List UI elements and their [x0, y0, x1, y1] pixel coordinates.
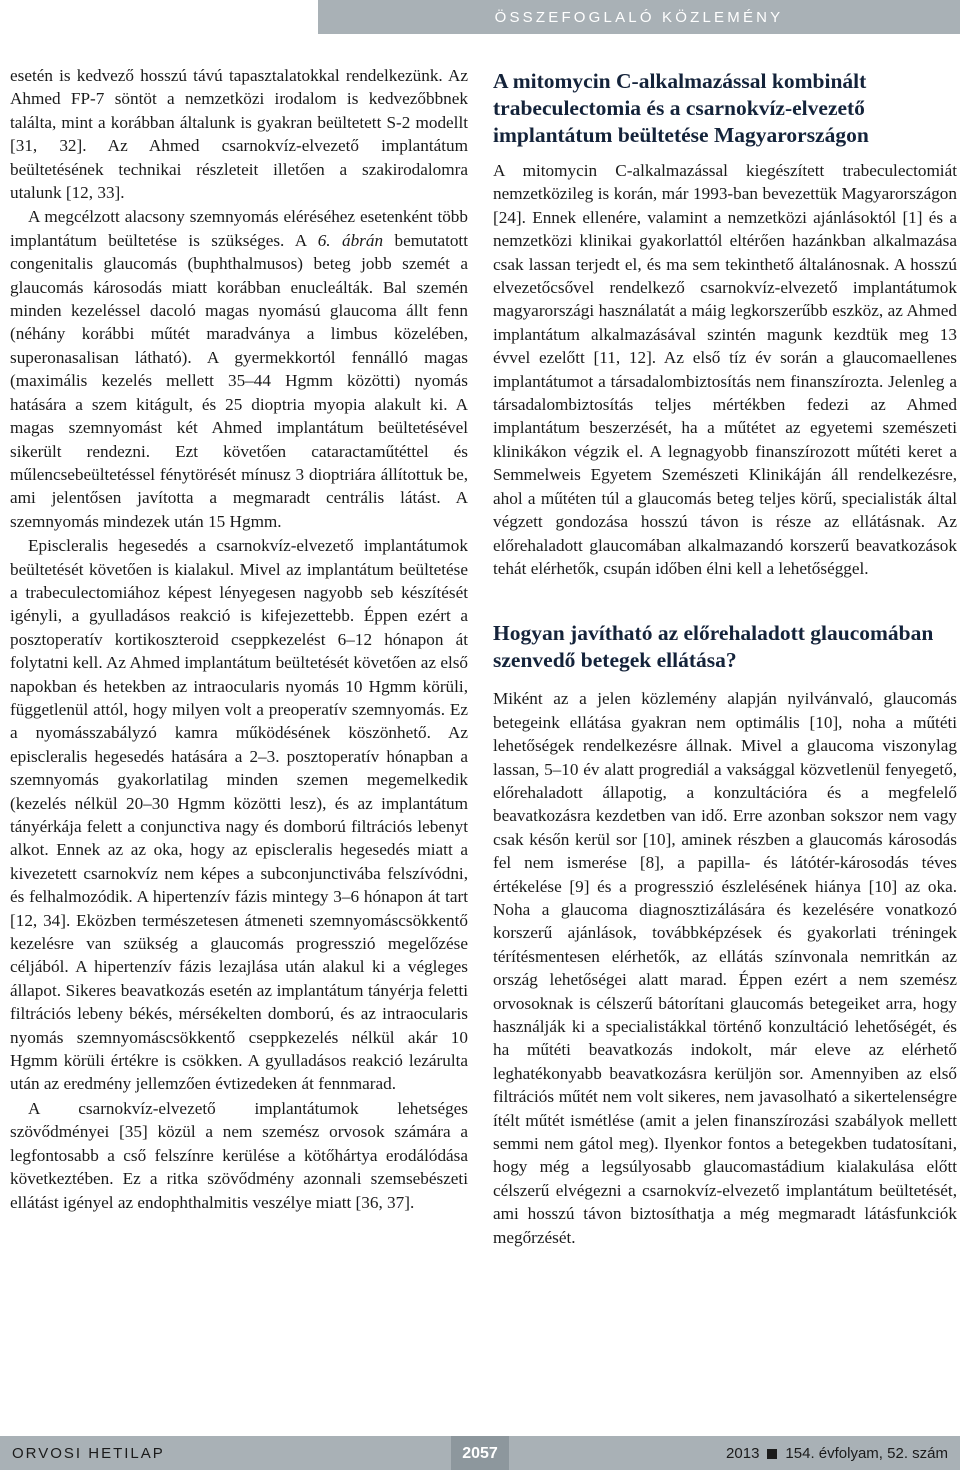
section-heading: Hogyan javítható az előrehaladott glaucomában szenvedő betegek ellátása?: [493, 621, 934, 673]
paragraph: Episcleralis hegesedés a csarnokvíz-elvezető implantátumok beültetését követően is kialakul. Mivel az implantátum beültetése a trabeculectomiához képest lényegesen nagyobb seb készítését igényli, a gyulladásos reakció is kifejezettebb. Éppen ezért a posztoperatív kortikoszteroid cseppkezelést 6–12 hónapon át folytatni kell. Az Ahmed implantátum beültetését követően az első napokban és hetekben az intraocularis nyomás 10 Hgmm körüli, függetlenül attól, hogy milyen volt a preoperatív szemnyomás. Ez a nyomásszabályzó kamra működésének köszönhető. Az episcleralis hegesedés hatására a 2–3. posztoperatív hónapban a szemnyomás gyakorlatilag minden szemen megemelkedik (kezelés nélkül 20–30 Hgmm közötti lesz), és az implantátum tányérkája felett a conjunctiva nagy és domború filtrációs lebenyt alkot. Ennek az az oka, hogy az episcleralis hegesedés miatt a kivezetett csarnokvíz nem képes a subconjunctivába felszívódni, és felhalmozódik. A hipertenzív fázis mintegy 3–6 hónapon át tart [12, 34]. Eközben természetesen átmeneti szemnyomáscsökkentő kezelésre van szükség a glaucomás progresszió megelőzése céljából. A hipertenzív fázis lezajlása után alakul ki a végleges állapot. Sikeres beavatkozás esetén az implantátum tányérja feletti filtrációs lebeny békés, mérsékelten domború, és az intraocularis nyomás szemnyomáscsökkentő cseppkezelés nélkül akár 10 Hgmm körüli értékre is csökken. A gyulladásos reakció lezárulta után az eredmény jellemzően évtizedeken át fennmarad.: [10, 536, 468, 1094]
paragraph: Miként az a jelen közlemény alapján nyilvánvaló, glaucomás betegeink ellátása gyakran nem optimális [10], noha a műtéti lehetőségek rendelkezésre állnak. Mivel a glaucoma viszonylag lassan, 5–10 év alatt progrediál a vaksággal közvetlenül fenyegető, előrehaladott állapotig, a konzultációra és a megfelelő beavatkozásra kezdetben van idő. Erre azonban sokszor nem vagy csak későn kerül sor [10], aminek részben a glaucomás károsodás fel nem ismerése [8], a papilla- és látótér-károsodás téves értékelése [9] és a progresszió észlelésének hiánya [10] az oka. Noha a glaucoma diagnosztizálására és kezelésére vonatkozó korszerű ajánlások, továbbképzések és gyakorlati tréningek térítésmentesen elérhetők, az ellátás színvonala nemritkán az ország lehetőségei alatt marad. Éppen ezért a nem szemész orvosoknak is célszerű bátorítani glaucomás betegeiket arra, hogy használják ki a specialistákkal történő konzultáció lehetőségét, és ha műtéti beavatkozás indokolt, már eleve az elérhető leghatékonyabb beavatkozásra kerüljön sor. Amennyiben az első filtrációs műtét nem volt sikeres, nem javasolható a sikertelenségre ítélt műtét ismétlése (amit a jelen finanszírozási szabályok mellett semmi nem gátol meg). Ilyenkor fontos a betegekben tudatosítani, hogy még a legsúlyosabb glaucomastádium kialakulása előtt célszerű elvégezni a csarnokvíz-elvezető implantátum beültetését, ami hosszú távon biztosíthatja a még megmaradt látásfunkciók megőrzését.: [493, 689, 957, 1247]
header-bar: [318, 0, 960, 34]
text-run: bemutatott congenitalis glaucomás (buphthalmusos) beteg jobb szemét a glaucomás károsodás miatt korábban enucleálták. Bal szemén minden kezeléssel dacoló magas nyomású glaucoma állt fenn (néhány korábbi műtét maradványa a limbus közelében, superonasalisan látható). A gyermekkortól fennálló magas (maximális kezelés mellett 35–44 Hgmm közötti) nyomás hatására a szem kitágult, és 25 dioptria myopia alakult ki. A magas szemnyomást két Ahmed implantátum beültetésével sikerült rendezni. Ezt követően cataractaműtéttel és műlencsebeültetéssel fénytörését mínusz 3 dioptriára állítottuk be, ami jelentősen javította a megmaradt centrális látást. A szemnyomás mindezek után 15 Hgmm.: [10, 230, 468, 531]
year: 2013: [726, 1445, 760, 1462]
paragraph: esetén is kedvező hosszú távú tapasztalatokkal rendelkezünk. Az Ahmed FP-7 söntöt a nemzetközi irodalom is kedvezőbbnek találta, mint a korábban általunk is gyakran beültetett S-2 modellt [31, 32]. Az Ahmed csarnokvíz-elvezető implantátum beültetésének technikai részleteit illetően a szakirodalomra utalunk [12, 33].: [10, 66, 468, 203]
volume: 154. évfolyam, 52. szám: [785, 1445, 948, 1462]
issue-info: [726, 1445, 948, 1462]
figure-reference: 6. ábrán: [317, 230, 384, 250]
page-number: 2057: [451, 1436, 509, 1470]
text-run: A megcélzott alacsony szemnyomás eléréséhez esetenként több implantátum beültetése is szükséges. A: [10, 207, 468, 250]
right-column: [493, 68, 957, 1249]
paragraph: A csarnokvíz-elvezető implantátumok lehetséges szövődményei [35] közül a nem szemész orvosok számára a legfontosabb a cső felszínre kerülése a kötőhártya erodálódása következtében. Ez a ritka szövődmény azonnali szemsebészeti ellátást igényel az endophthalmitis veszélye miatt [36, 37].: [10, 1098, 468, 1212]
section-heading: A mitomycin C-alkalmazással kombinált trabeculectomia és a csarnokvíz-elvezető implantátum beültetése Magyarországon: [493, 69, 869, 147]
left-column: [10, 64, 468, 1214]
paragraph: [10, 205, 468, 533]
square-bullet-icon: [767, 1449, 777, 1459]
footer-bar: [0, 1436, 960, 1470]
journal-name: ORVOSI HETILAP: [12, 1445, 165, 1462]
paragraph: A mitomycin C-alkalmazással kiegészített trabeculectomiát nemzetközileg is korán, már 1993-ban bevezettük Magyarországon [24]. Ennek ellenére, valamint a nemzetközi ajánlásoktól [1] és a nemzetközi klinikai gyakorlattól eltérően hazánkban alkalmazása csak lassan terjedt el, és ma sem tekinthető általánosnak. A hosszú elvezetőcsővel rendelkező csarnokvíz-elvezető implantátumok magyarországi használatát a máig legkorszerűbb eszköz, az Ahmed implantátum alkalmazásával szintén magunk kezdtük meg 13 évvel ezelőtt [11, 12]. Az első tíz év során a glaucomaellenes implantátumot a társadalombiztosítás nem finanszírozta. Jelenleg a társadalombiztosítás teljes mértékben fedezi az Ahmed implantátum beszerzését, ha a műtétet az egyetemi szemészeti klinikákon végzik el. A legnagyobb finanszírozott műtéti keret a Semmelweis Egyetem Szemészeti Klinikáján áll rendelkezésre, ahol a műtéten túl a glaucomás beteg teljes körű, specialisták által végzett gondozása hosszú távon is része az ellátásnak. Az előrehaladott glaucomában alkalmazandó korszerű beavatkozások tehát elérhetők, csupán időben élni kell a lehetőséggel.: [493, 161, 957, 578]
section-label: ÖSSZEFOGLALÓ KÖZLEMÉNY: [494, 9, 784, 26]
